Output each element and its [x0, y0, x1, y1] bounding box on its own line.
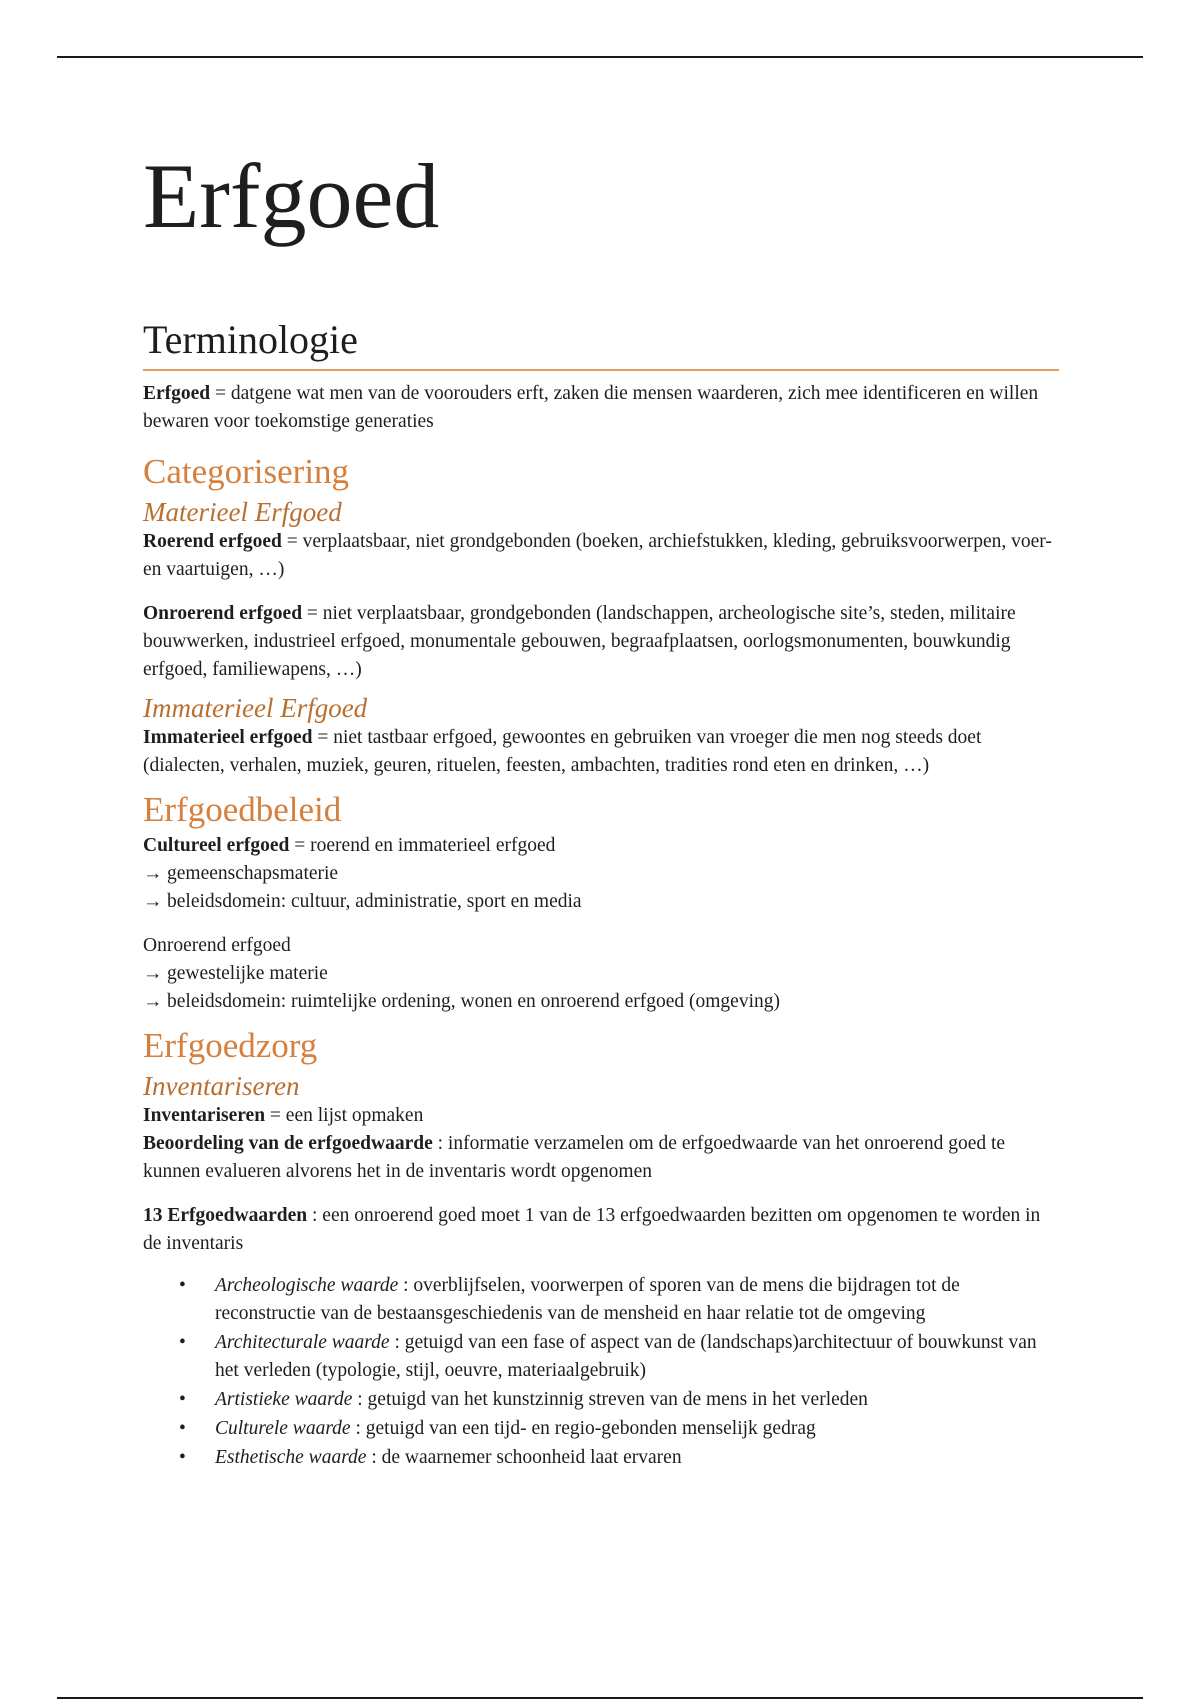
paragraph-beoordeling — [143, 1130, 1063, 1186]
value-name: Esthetische waarde — [215, 1447, 367, 1468]
definition-cultureel-erfgoed: = roerend en immaterieel erfgoed — [289, 835, 556, 856]
list-item — [143, 1329, 1063, 1385]
term-cultureel-erfgoed: Cultureel erfgoed — [143, 835, 290, 856]
definition-erfgoed: = datgene wat men van de voorouders erft, zaken die mensen waarderen, zich mee identificeren en willen bewaren voor toekomstige generaties — [143, 383, 1039, 432]
definition-roerend-erfgoed: = verplaatsbaar, niet grondgebonden (boeken, archiefstukken, kleding, gebruiksvoorwerpen, voer- en vaartuigen, …) — [143, 531, 1052, 580]
value-description: : getuigd van het kunstzinnig streven van de mens in het verleden — [352, 1389, 868, 1410]
label-onroerend-erfgoed: Onroerend erfgoed — [143, 935, 291, 956]
definition-erfgoedwaarden: : een onroerend goed moet 1 van de 13 erfgoedwaarden bezitten om opgenomen te worden in de inventaris — [143, 1205, 1041, 1254]
term-roerend-erfgoed: Roerend erfgoed — [143, 531, 282, 552]
arrow-point-text: beleidsdomein: ruimtelijke ordening, wonen en onroerend erfgoed (omgeving) — [167, 991, 780, 1012]
document-flow — [143, 380, 1063, 1472]
paragraph-onroerend-erfgoed — [143, 600, 1063, 684]
bullet-icon: • — [179, 1447, 186, 1468]
list-item — [143, 1386, 1063, 1414]
definition-immaterieel-erfgoed: = niet tastbaar erfgoed, gewoontes en gebruiken van vroeger die men nog steeds doet (dialecten, verhalen, muziek, geuren, rituelen, feesten, ambachten, tradities rond eten en drinken, …) — [143, 727, 982, 776]
page-top-rule — [57, 56, 1143, 58]
paragraph-inventariseren — [143, 1102, 1063, 1130]
term-inventariseren: Inventariseren — [143, 1105, 266, 1126]
section-heading-categorisering: Categorisering — [143, 452, 350, 491]
value-name: Architecturale waarde — [215, 1332, 390, 1353]
arrow-point-text: gewestelijke materie — [167, 963, 328, 984]
paragraph-immaterieel-erfgoed — [143, 724, 1063, 780]
value-description: : de waarnemer schoonheid laat ervaren — [366, 1447, 682, 1468]
value-name: Archeologische waarde — [215, 1275, 399, 1296]
arrow-point — [143, 960, 1063, 988]
arrow-point-text: gemeenschapsmaterie — [167, 863, 339, 884]
list-item — [143, 1444, 1063, 1472]
definition-onroerend-erfgoed: = niet verplaatsbaar, grondgebonden (landschappen, archeologische site’s, steden, militaire bouwwerken, industrieel erfgoed, monumentale gebouwen, begraafplaatsen, oorlogsmonumenten, bouwkundig erfgoed, familiewapens, …) — [143, 603, 1016, 680]
paragraph-cultureel-erfgoed — [143, 832, 1063, 860]
arrow-point-text: beleidsdomein: cultuur, administratie, sport en media — [167, 891, 582, 912]
arrow-right-icon: → — [143, 963, 163, 984]
value-description: : getuigd van een fase of aspect van de (landschaps)architectuur of bouwkunst van het verleden (typologie, stijl, oeuvre, materiaalgebruik) — [215, 1332, 1037, 1381]
definition-inventariseren: = een lijst opmaken — [265, 1105, 424, 1126]
value-name: Culturele waarde — [215, 1418, 351, 1439]
bullet-icon: • — [179, 1418, 186, 1439]
arrow-right-icon: → — [143, 891, 163, 912]
term-immaterieel-erfgoed: Immaterieel erfgoed — [143, 727, 313, 748]
section-heading-erfgoedzorg: Erfgoedzorg — [143, 1026, 318, 1065]
page-bottom-rule — [57, 1697, 1143, 1699]
value-description: : getuigd van een tijd- en regio-gebonden menselijk gedrag — [350, 1418, 816, 1439]
subheading-materieel-erfgoed: Materieel Erfgoed — [143, 497, 342, 527]
subheading-inventariseren: Inventariseren — [143, 1071, 300, 1101]
section-heading-terminologie: Terminologie — [143, 320, 1059, 371]
list-item — [143, 1415, 1063, 1443]
subheading-immaterieel-erfgoed: Immaterieel Erfgoed — [143, 693, 368, 723]
arrow-point — [143, 988, 1063, 1016]
value-name: Artistieke waarde — [215, 1389, 353, 1410]
paragraph-roerend-erfgoed — [143, 528, 1063, 584]
bullet-icon: • — [179, 1332, 186, 1353]
arrow-right-icon: → — [143, 863, 163, 884]
term-erfgoedwaarden: 13 Erfgoedwaarden — [143, 1205, 308, 1226]
term-onroerend-erfgoed: Onroerend erfgoed — [143, 603, 303, 624]
list-item — [143, 1272, 1063, 1328]
arrow-point — [143, 860, 1063, 888]
bullet-icon: • — [179, 1275, 186, 1296]
section-heading-erfgoedbeleid: Erfgoedbeleid — [143, 790, 342, 829]
paragraph-erfgoedwaarden — [143, 1202, 1063, 1258]
arrow-point — [143, 888, 1063, 916]
term-erfgoed: Erfgoed — [143, 383, 211, 404]
term-beoordeling: Beoordeling van de erfgoedwaarde — [143, 1133, 433, 1154]
erfgoedwaarden-list — [143, 1272, 1063, 1472]
definition-beoordeling: : informatie verzamelen om de erfgoedwaarde van het onroerend goed te kunnen evalueren alvorens het in de inventaris wordt opgenomen — [143, 1133, 1006, 1182]
value-description: : overblijfselen, voorwerpen of sporen van de mens die bijdragen tot de reconstructie van de bestaansgeschiedenis van de mensheid en haar relatie tot de omgeving — [215, 1275, 960, 1324]
document-title: Erfgoed — [143, 145, 440, 247]
bullet-icon: • — [179, 1389, 186, 1410]
arrow-right-icon: → — [143, 991, 163, 1012]
paragraph-erfgoed-definition — [143, 380, 1063, 436]
